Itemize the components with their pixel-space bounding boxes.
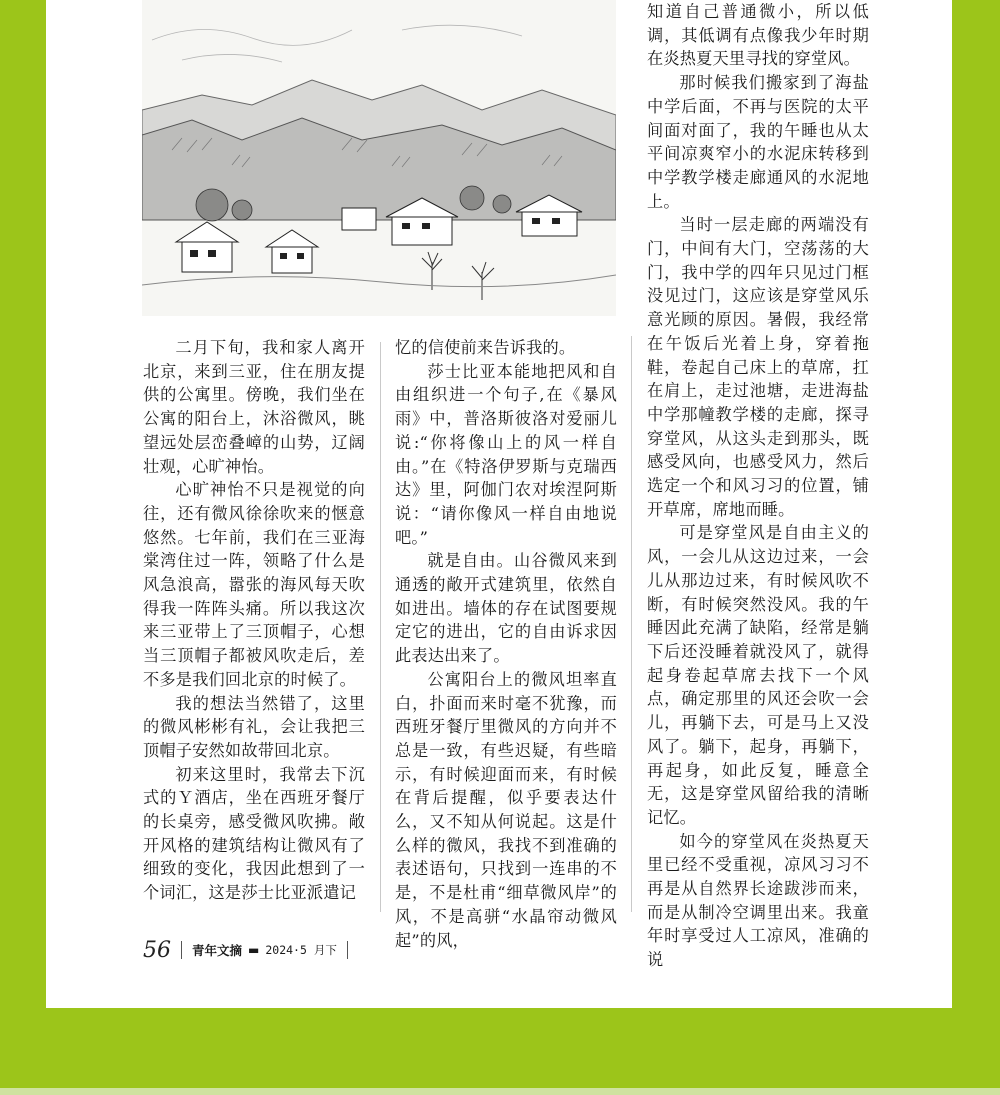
landscape-sketch-icon [142, 0, 616, 316]
paragraph: 公寓阳台上的微风坦率直白，扑面而来时毫不犹豫，而西班牙餐厅里微风的方向并不总是一致，有些迟疑，有些暗示，有时候迎面而来，有时候在背后提醒，似乎要表达什么，又不知从何说起。这是什么样的微风，我找不到准确的表述语句，只找到一连串的不是，不是杜甫“细草微风岸”的风，不是高骈“水晶帘动微风起”的风， [395, 669, 617, 950]
paragraph: 忆的信使前来告诉我的。 [395, 338, 576, 357]
text-column-2 [395, 336, 617, 952]
page-number: 56 [143, 937, 171, 963]
paragraph: 初来这里时，我常去下沉式的Ｙ酒店，坐在西班牙餐厅的长桌旁，感受微风吹拂。敞开风格的建筑结构让微风有了细致的变化，我因此想到了一个词汇，这是莎士比亚派遣记 [143, 764, 365, 903]
footer-dash: ▬ [248, 943, 260, 957]
paragraph: 我的想法当然错了，这里的微风彬彬有礼，会让我把三顶帽子安然如故带回北京。 [143, 693, 365, 760]
paragraph: 心旷神怡不只是视觉的向往，还有微风徐徐吹来的惬意悠然。七年前，我们在三亚海棠湾住过一阵，领略了什么是风急浪高，嚣张的海风每天吹得我一阵阵头痛。所以我这次来三亚带上了三顶帽子，心想当三顶帽子都被风吹走后，差不多是我们回北京的时候了。 [143, 480, 365, 689]
paragraph: 可是穿堂风是自由主义的风，一会儿从这边过来，一会儿从那边过来，有时候风吹不断，有时候突然没风。我的午睡因此充满了缺陷，经常是躺下后还没睡着就没风了，就得起身卷起草席去找下一个风点，确定那里的风还会吹一会儿，再躺下去，可是马上又没风了。躺下，起身，再躺下，再起身，如此反复，睡意全无，这是穿堂风留给我的清晰记忆。 [647, 523, 869, 827]
paragraph: 莎士比亚本能地把风和自由组织进一个句子,在《暴风雨》中，普洛斯彼洛对爱丽儿说:“你将像山上的风一样自由。”在《特洛伊罗斯与克瑞西达》里，阿伽门农对埃涅阿斯说：“请你像风一样自由地说吧。” [395, 361, 617, 547]
page-footer [143, 934, 352, 966]
landscape-illustration [142, 0, 616, 316]
magazine-name: 青年文摘 [192, 943, 243, 958]
column-divider [631, 336, 632, 912]
paragraph: 就是自由。山谷微风来到通透的敞开式建筑里，依然自如进出。墙体的存在试图要规定它的进出，它的自由诉求因此表达出来了。 [395, 551, 617, 666]
text-column-3 [647, 0, 869, 972]
issue-date: 2024·5 月下 [265, 943, 337, 957]
paragraph: 当时一层走廊的两端没有门，中间有大门，空荡荡的大门，我中学的四年只见过门框没见过门，这应该是穿堂风乐意光顾的原因。暑假，我经常在午饭后光着上身，穿着拖鞋，卷起自己床上的草席，扛在肩上，走过池塘，走进海盐中学那幢教学楼的走廊，探寻穿堂风，从这头走到那头，既感受风向，也感受风力，然后选定一个和风习习的位置，铺开草席，席地而睡。 [647, 215, 869, 519]
footer-divider [181, 941, 182, 959]
bottom-strip [0, 1088, 1000, 1095]
footer-divider [347, 941, 348, 959]
paragraph: 二月下旬，我和家人离开北京，来到三亚，住在朋友提供的公寓里。傍晚，我们坐在公寓的阳台上，沐浴微风，眺望远处层峦叠嶂的山势，辽阔壮观，心旷神怡。 [143, 338, 365, 476]
paragraph: 那时候我们搬家到了海盐中学后面，不再与医院的太平间面对面了，我的午睡也从太平间凉爽窄小的水泥床转移到中学教学楼走廊通风的水泥地上。 [647, 73, 869, 211]
paragraph: 如今的穿堂风在炎热夏天里已经不受重视，凉风习习不再是从自然界长途跋涉而来，而是从制冷空调里出来。我童年时享受过人工凉风，准确的说 [647, 831, 869, 970]
column-divider [380, 342, 381, 912]
text-column-1 [143, 336, 365, 905]
paragraph: 知道自己普通微小，所以低调，其低调有点像我少年时期在炎热夏天里寻找的穿堂风。 [647, 2, 869, 69]
